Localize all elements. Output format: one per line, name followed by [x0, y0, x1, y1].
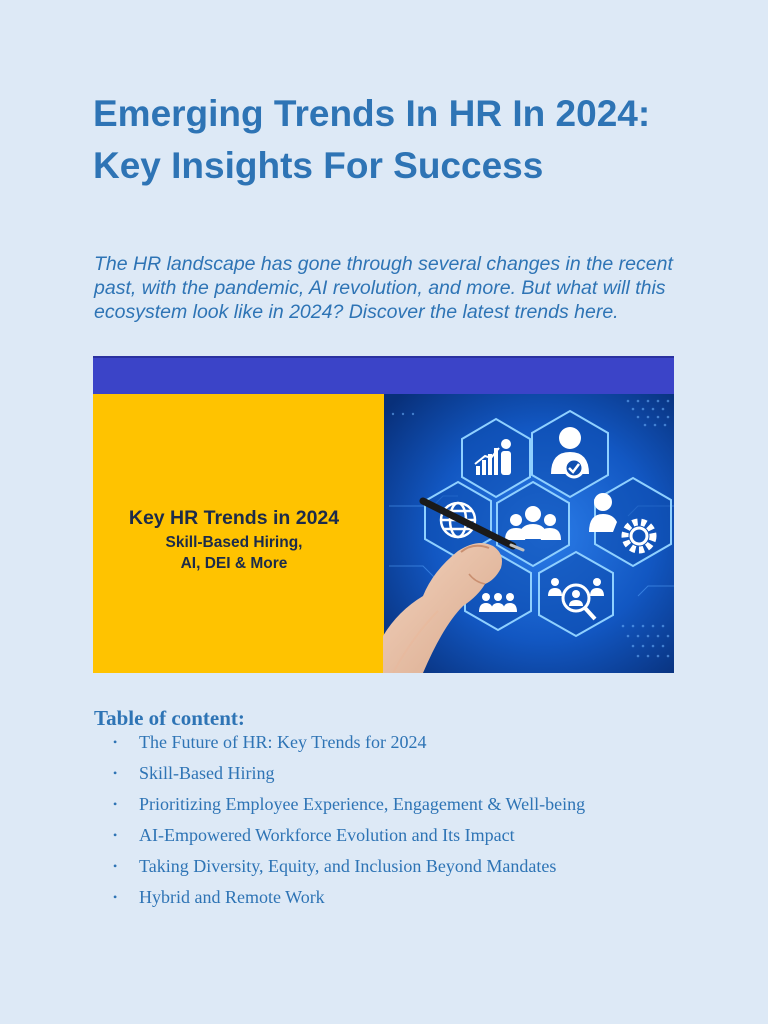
- bullet-icon: •: [113, 797, 118, 811]
- toc-item-label[interactable]: Skill-Based Hiring: [139, 763, 275, 783]
- banner-tagline-line2: AI, DEI & More: [180, 555, 288, 572]
- bullet-icon: •: [113, 859, 118, 873]
- bullet-icon: •: [113, 735, 118, 749]
- toc-list: [113, 729, 713, 915]
- toc-item-label[interactable]: The Future of HR: Key Trends for 2024: [139, 732, 427, 752]
- toc-item-label[interactable]: AI-Empowered Workforce Evolution and Its Impact: [139, 825, 515, 845]
- toc-item[interactable]: [113, 760, 713, 791]
- toc-item-label[interactable]: Taking Diversity, Equity, and Inclusion Beyond Mandates: [139, 856, 557, 876]
- bullet-icon: •: [113, 828, 118, 842]
- toc-item-label[interactable]: Hybrid and Remote Work: [139, 887, 325, 907]
- bullet-icon: •: [113, 890, 118, 904]
- article-title: Emerging Trends In HR In 2024: Key Insights For Success: [93, 93, 651, 186]
- toc-item-label[interactable]: Prioritizing Employee Experience, Engagement & Well-being: [139, 794, 586, 814]
- banner-top-band: [93, 356, 674, 394]
- toc-item[interactable]: [113, 884, 713, 915]
- toc-item[interactable]: [113, 822, 713, 853]
- hero-image: [93, 356, 674, 673]
- banner-headline: Key HR Trends in 2024: [128, 507, 340, 529]
- toc-item[interactable]: [113, 853, 713, 884]
- banner-tagline-line1: Skill-Based Hiring,: [165, 534, 303, 551]
- toc-item[interactable]: [113, 729, 713, 760]
- bullet-icon: •: [113, 766, 118, 780]
- toc-item[interactable]: [113, 791, 713, 822]
- article-subtitle: The HR landscape has gone through several changes in the recent past, with the pandemic, AI revolution, and more. But what will this ecosystem look like in 2024? Discover the latest trends here.: [94, 253, 673, 323]
- toc-heading: Table of content:: [94, 706, 245, 730]
